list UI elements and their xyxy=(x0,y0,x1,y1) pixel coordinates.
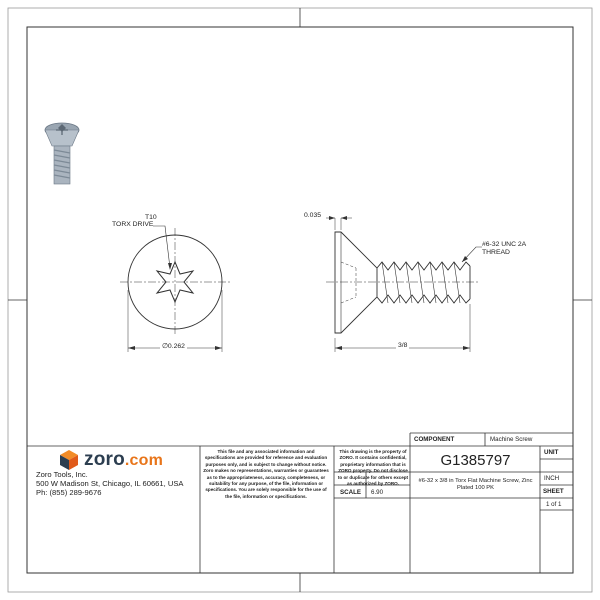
zoro-logo xyxy=(84,449,163,471)
screw-thumbnail-icon xyxy=(45,123,79,184)
head-height-dimension: 0.035 xyxy=(304,212,322,219)
thread-callout-line1: #6-32 UNC 2A xyxy=(482,241,527,248)
zone-ticks xyxy=(8,8,592,592)
sheet-label: SHEET xyxy=(543,488,564,495)
zoro-cube-logo-icon xyxy=(60,450,78,470)
disclaimer-text: This file and any associated information and specifications are provided for reference and evaluation purposes only, and is subject to change without notice. Zoro makes no representations, warranties or guarantees as to the appropriateness, accuracy, completeness, or suitability for any purpose, of the file, information or specifications. You are solely responsible for the use of the file, information or specifications. xyxy=(203,449,329,499)
side-view xyxy=(326,216,482,352)
front-view xyxy=(120,226,230,352)
part-description: #6-32 x 3/8 in Torx Flat Machine Screw, Zinc Plated 100 PK xyxy=(418,478,533,492)
logo-suffix: .com xyxy=(124,452,164,469)
drive-callout-line1: T10 xyxy=(145,214,157,221)
scale-value: 6.90 xyxy=(371,489,384,496)
drive-callout-line2: TORX DRIVE xyxy=(112,221,154,228)
part-number: G1385797 xyxy=(440,452,511,469)
company-name: Zoro Tools, Inc. xyxy=(36,470,88,479)
outer-border xyxy=(8,8,592,592)
company-phone: Ph: (855) 289-9676 xyxy=(36,488,102,497)
scale-label: SCALE xyxy=(340,489,361,496)
logo-brand: zoro xyxy=(84,449,125,470)
component-label: COMPONENT xyxy=(414,436,455,443)
company-address: 500 W Madison St, Chicago, IL 60661, USA xyxy=(36,479,184,488)
head-diameter-dimension: ∅0.262 xyxy=(162,343,185,350)
component-value: Machine Screw xyxy=(490,436,533,443)
thread-callout-line2: THREAD xyxy=(482,249,510,256)
length-dimension: 3/8 xyxy=(398,342,408,349)
sheet-value: 1 of 1 xyxy=(546,501,562,508)
property-notice: This drawing is the property of ZORO. It contains confidential, proprietary information that is ZORO property. Do not disclose to or duplicate for others except as authorized by ZORO. xyxy=(337,449,409,487)
unit-value: INCH xyxy=(544,475,560,482)
unit-label: UNIT xyxy=(544,449,559,456)
